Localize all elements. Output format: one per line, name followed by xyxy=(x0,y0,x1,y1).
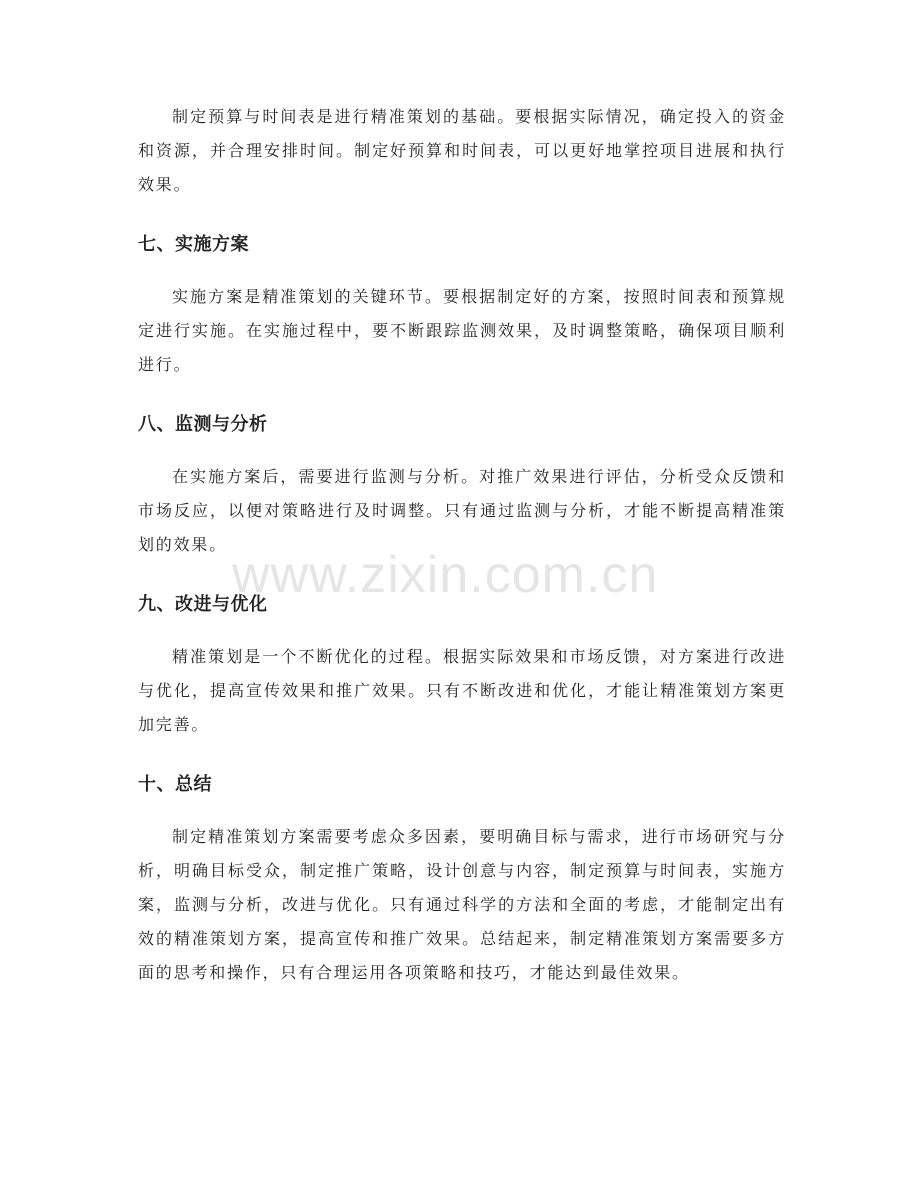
section-heading-monitoring: 八、监测与分析 xyxy=(138,414,268,435)
section-body-summary: 制定精准策划方案需要考虑众多因素，要明确目标与需求，进行市场研究与分析，明确目标受众，制定推广策略，设计创意与内容，制定预算与时间表，实施方案，监测与分析，改进与优化。只有通过科学的方法和全面的考虑，才能制定出有效的精准策划方案，提高宣传和推广效果。总结起来，制定精准策划方案需要多方面的思考和操作，只有合理运用各项策略和技巧，才能达到最佳效果。 xyxy=(138,827,786,982)
section-heading-implementation: 七、实施方案 xyxy=(138,234,249,255)
section-body-implementation: 实施方案是精准策划的关键环节。要根据制定好的方案，按照时间表和预算规定进行实施。在实施过程中，要不断跟踪监测效果，及时调整策略，确保项目顺利进行。 xyxy=(138,287,786,374)
section-body-improvement: 精准策划是一个不断优化的过程。根据实际效果和市场反馈，对方案进行改进与优化，提高宣传效果和推广效果。只有不断改进和优化，才能让精准策划方案更加完善。 xyxy=(138,647,786,734)
section-body-monitoring: 在实施方案后，需要进行监测与分析。对推广效果进行评估，分析受众反馈和市场反应，以便对策略进行及时调整。只有通过监测与分析，才能不断提高精准策划的效果。 xyxy=(138,467,786,554)
budget-paragraph: 制定预算与时间表是进行精准策划的基础。要根据实际情况，确定投入的资金和资源，并合理安排时间。制定好预算和时间表，可以更好地掌控项目进展和执行效果。 xyxy=(138,107,786,194)
watermark: www.zixin.com.cn xyxy=(232,546,659,604)
section-heading-summary: 十、总结 xyxy=(138,774,212,795)
section-heading-improvement: 九、改进与优化 xyxy=(138,594,268,615)
